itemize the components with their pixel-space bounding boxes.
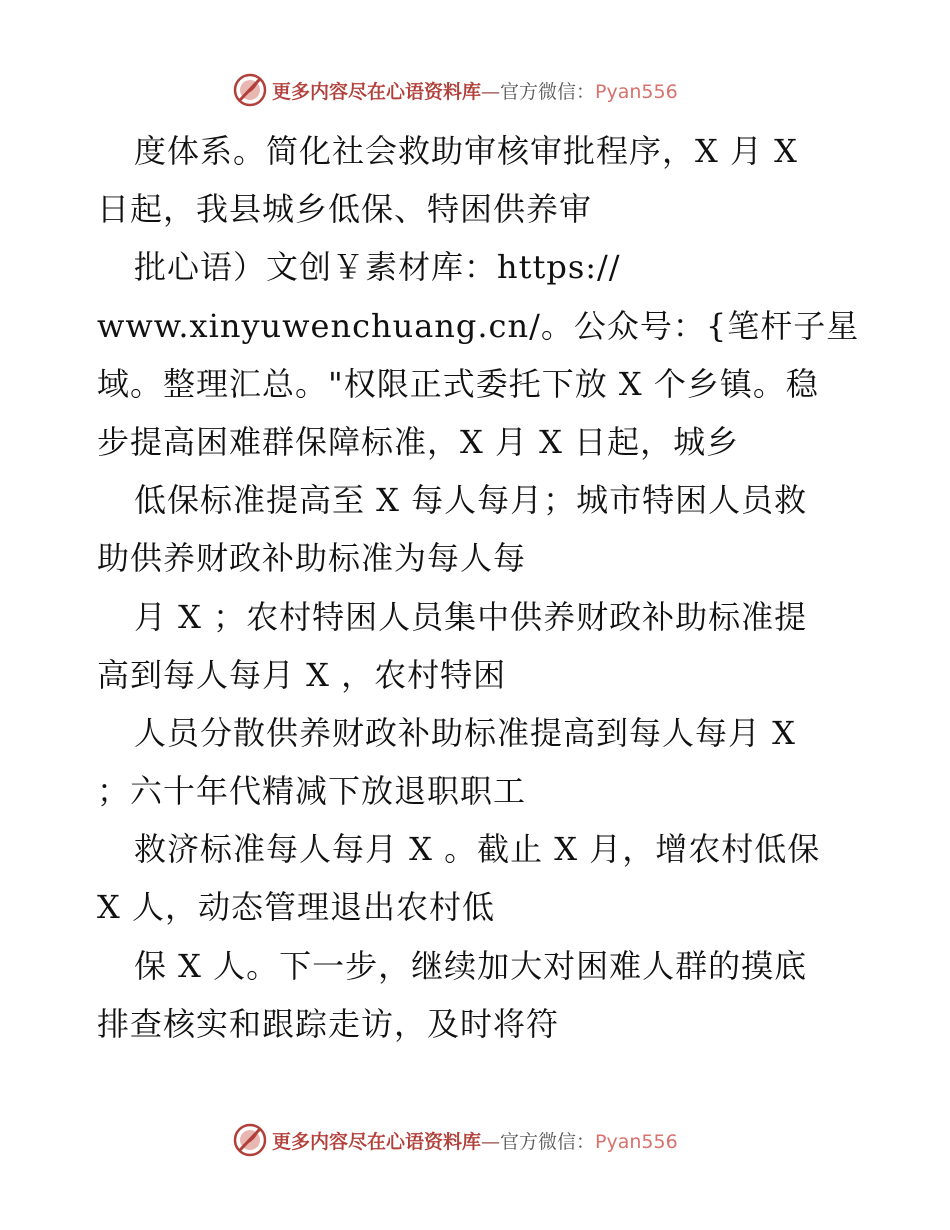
- watermark-main: 更多内容尽在心语资料库: [272, 80, 482, 103]
- footer-watermark: [232, 1120, 752, 1160]
- text-line: 低保标准提高至 X 每人每月；城市特困人员救: [134, 481, 808, 520]
- text-line: 步提高困难群保障标准，X 月 X 日起，城乡: [97, 422, 740, 461]
- text-line: 助供养财政补助标准为每人每: [97, 539, 527, 578]
- watermark-label: 官方微信：: [500, 80, 596, 103]
- text-line: ；六十年代精减下放退职职工: [97, 772, 527, 811]
- text-line: 保 X 人。下一步，继续加大对困难人群的摸底: [134, 946, 808, 985]
- text-line: 人员分散供养财政补助标准提高到每人每月 X: [134, 713, 796, 752]
- watermark-text: [272, 1127, 678, 1154]
- text-line: www.xinyuwenchuang.cn/。公众号：{笔杆子星: [97, 306, 860, 345]
- text-line: 救济标准每人每月 X 。截止 X 月，增农村低保: [134, 830, 821, 869]
- text-line: 批心语）文创￥素材库：https://: [134, 248, 621, 287]
- document-body: [97, 122, 860, 1053]
- watermark-id: Pyan556: [595, 1130, 678, 1153]
- text-line: 排查核实和跟踪走访，及时将符: [97, 1004, 560, 1043]
- watermark-separator: —: [481, 1130, 501, 1153]
- text-line: 度体系。简化社会救助审核审批程序，X 月 X: [134, 132, 798, 170]
- feather-seal-logo-icon: [232, 1122, 268, 1158]
- text-line: 高到每人每月 X ，农村特困: [97, 655, 507, 694]
- watermark-id: Pyan556: [595, 80, 678, 103]
- text-line: X 人，动态管理退出农村低: [97, 888, 495, 927]
- feather-seal-logo-icon: [232, 72, 268, 108]
- header-watermark: [232, 70, 752, 110]
- text-line: 月 X ；农村特困人员集中供养财政补助标准提: [134, 597, 808, 636]
- watermark-main: 更多内容尽在心语资料库: [272, 1130, 482, 1153]
- watermark-separator: —: [481, 80, 501, 103]
- watermark-text: [272, 77, 678, 104]
- watermark-label: 官方微信：: [500, 1130, 596, 1153]
- text-line: 域。整理汇总。"权限正式委托下放 X 个乡镇。稳: [97, 364, 819, 403]
- text-line: 日起，我县城乡低保、特困供养审: [97, 190, 593, 229]
